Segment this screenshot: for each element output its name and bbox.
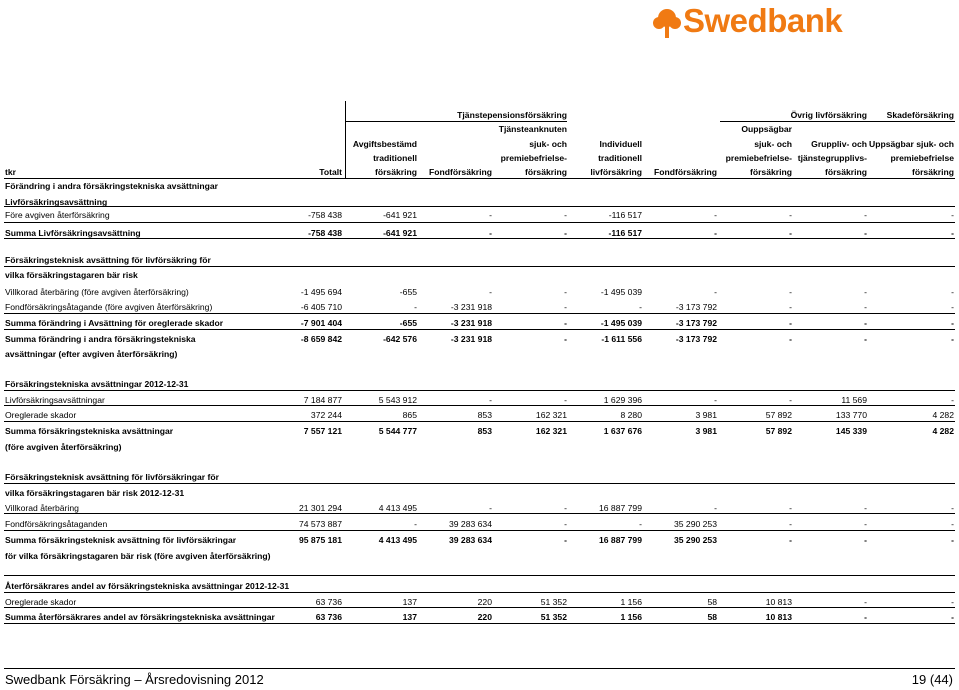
table-cell: - [414, 519, 417, 529]
row-label: för vilka försäkringstagaren bär risk (före avgiven återförsäkring) [5, 551, 271, 561]
table-cell: - [789, 503, 792, 513]
table-cell: 57 892 [765, 426, 792, 436]
column-header: Individuell [599, 139, 642, 149]
row-label: Summa förändring i andra försäkringstekniska [5, 334, 196, 344]
table-cell: - [789, 210, 792, 220]
row-rule [4, 405, 955, 406]
table-cell: - [864, 228, 867, 238]
row-label: Livförsäkringsavsättning [5, 197, 108, 207]
table-cell: - [564, 318, 567, 328]
table-cell: -655 [399, 287, 417, 297]
table-cell: 7 184 877 [303, 395, 342, 405]
column-header: försäkring [374, 167, 417, 177]
row-rule [4, 513, 955, 514]
table-cell: - [789, 318, 792, 328]
column-header: premiebefrielse [890, 153, 954, 163]
table-cell: - [564, 503, 567, 513]
row-label: Villkorad återbäring [5, 503, 79, 513]
row-rule [4, 329, 955, 330]
table-cell: 39 283 634 [448, 535, 492, 545]
row-label: (före avgiven återförsäkring) [5, 442, 122, 452]
header-rule [720, 121, 955, 122]
table-cell: - [951, 597, 954, 607]
column-header: tjänstegrupplivs- [797, 153, 867, 163]
table-cell: - [951, 210, 954, 220]
table-cell: - [489, 395, 492, 405]
row-label: vilka försäkringstagaren bär risk [5, 270, 138, 280]
table-cell: 4 413 495 [378, 535, 417, 545]
column-header: traditionell [598, 153, 642, 163]
table-cell: - [714, 210, 717, 220]
row-label: Återförsäkrares andel av försäkringstekniska avsättningar 2012-12-31 [5, 581, 290, 591]
column-header: försäkring [824, 167, 867, 177]
table-cell: 16 887 799 [598, 535, 642, 545]
column-header: sjuk- och [754, 139, 792, 149]
table-cell: - [864, 302, 867, 312]
row-label: Summa försäkringstekniska avsättningar [5, 426, 174, 436]
table-cell: - [864, 210, 867, 220]
row-label: Före avgiven återförsäkring [5, 210, 110, 220]
table-cell: - [789, 228, 792, 238]
table-cell: 220 [477, 612, 492, 622]
table-cell: 35 290 253 [673, 519, 717, 529]
column-header: premiebefrielse- [725, 153, 792, 163]
row-rule [4, 222, 955, 223]
row-rule [4, 530, 955, 531]
table-cell: 3 981 [695, 426, 717, 436]
table-cell: - [564, 519, 567, 529]
table-cell: 57 892 [765, 410, 792, 420]
section-rule [4, 483, 955, 484]
table-cell: - [951, 287, 954, 297]
table-cell: - [489, 210, 492, 220]
table-cell: - [489, 228, 492, 238]
table-cell: - [714, 228, 717, 238]
table-cell: -7 901 404 [300, 318, 342, 328]
section-rule [4, 390, 955, 391]
table-cell: -6 405 710 [300, 302, 342, 312]
section-rule [4, 592, 955, 593]
column-header: Totalt [319, 167, 342, 177]
row-label: Förändring i andra försäkringstekniska avsättningar [5, 181, 218, 191]
table-cell: 4 282 [932, 410, 954, 420]
row-label: Oreglerade skador [5, 410, 77, 420]
table-cell: - [951, 302, 954, 312]
column-header: Fondförsäkring [653, 167, 717, 177]
table-cell: 51 352 [540, 597, 567, 607]
row-label: Summa försäkringsteknisk avsättning för livförsäkringar [5, 535, 237, 545]
swedbank-logo [650, 0, 959, 46]
group-header-tjp: Tjänstepensionsförsäkring [457, 110, 567, 120]
unit-label: tkr [5, 167, 16, 177]
table-cell: - [864, 519, 867, 529]
table-cell: 133 770 [835, 410, 867, 420]
table-cell: 145 339 [835, 426, 867, 436]
table-cell: 4 413 495 [378, 503, 417, 513]
table-cell: 7 557 121 [303, 426, 342, 436]
table-cell: 58 [707, 597, 717, 607]
table-cell: 853 [477, 426, 492, 436]
table-cell: - [864, 535, 867, 545]
table-cell: -8 659 842 [300, 334, 342, 344]
table-cell: - [789, 302, 792, 312]
table-cell: - [639, 519, 642, 529]
table-cell: 16 887 799 [598, 503, 642, 513]
table-cell: - [951, 228, 954, 238]
column-header: försäkring [749, 167, 792, 177]
table-cell: - [564, 228, 567, 238]
row-label: Försäkringsteknisk avsättning för livförsäkring för [5, 255, 211, 265]
table-cell: - [789, 535, 792, 545]
table-cell: 63 736 [315, 612, 342, 622]
table-cell: -116 517 [608, 228, 642, 238]
table-cell: 95 875 181 [298, 535, 342, 545]
table-cell: 10 813 [765, 612, 792, 622]
row-label: Fondförsäkringsåtaganden [5, 519, 108, 529]
table-cell: -1 495 039 [600, 318, 642, 328]
table-cell: 8 280 [620, 410, 642, 420]
table-cell: - [714, 395, 717, 405]
table-cell: -1 495 694 [300, 287, 342, 297]
table-cell: 35 290 253 [673, 535, 717, 545]
logo-wordmark: Swedbank [683, 2, 843, 39]
table-cell: 4 282 [932, 426, 954, 436]
row-label: Oreglerade skador [5, 597, 77, 607]
table-cell: - [864, 597, 867, 607]
row-rule [4, 421, 955, 422]
table-cell: -655 [399, 318, 417, 328]
table-cell: - [714, 287, 717, 297]
column-header: Fondförsäkring [428, 167, 492, 177]
table-cell: -3 173 792 [675, 318, 717, 328]
row-label: Summa förändring i Avsättning för oreglerade skador [5, 318, 224, 328]
row-rule [4, 575, 955, 576]
table-cell: - [564, 535, 567, 545]
column-header: Avgiftsbestämd [352, 139, 417, 149]
table-cell: - [864, 287, 867, 297]
table-cell: -3 231 918 [450, 318, 492, 328]
table-cell: - [951, 503, 954, 513]
header-rule [345, 121, 567, 122]
table-cell: -3 173 792 [675, 302, 717, 312]
table-cell: 137 [402, 612, 417, 622]
table-cell: 372 244 [310, 410, 342, 420]
table-cell: - [639, 302, 642, 312]
table-cell: - [864, 503, 867, 513]
table-cell: - [951, 334, 954, 344]
table-cell: 3 981 [695, 410, 717, 420]
table-cell: 51 352 [540, 612, 567, 622]
row-label: Villkorad återbäring (före avgiven återförsäkring) [5, 287, 189, 297]
table-cell: -641 921 [383, 228, 417, 238]
table-cell: - [951, 395, 954, 405]
row-label: Summa återförsäkrares andel av försäkringstekniska avsättningar [5, 612, 275, 622]
row-label: Försäkringsteknisk avsättning för livförsäkringar för [5, 472, 219, 482]
table-cell: 162 321 [535, 426, 567, 436]
row-rule [4, 238, 955, 239]
group-header-skade: Skadeförsäkring [886, 110, 954, 120]
table-cell: - [789, 334, 792, 344]
row-label: avsättningar (efter avgiven återförsäkring) [5, 349, 178, 359]
table-cell: 11 569 [841, 395, 867, 405]
table-cell: - [864, 334, 867, 344]
table-cell: - [951, 318, 954, 328]
row-rule [4, 623, 955, 624]
table-cell: - [864, 318, 867, 328]
table-cell: - [564, 287, 567, 297]
table-cell: -758 438 [308, 210, 342, 220]
table-cell: - [564, 210, 567, 220]
group-header-ovrig: Övrig livförsäkring [790, 110, 867, 120]
column-header: försäkring [911, 167, 954, 177]
column-header: livförsäkring [590, 167, 642, 177]
table-cell: -758 438 [308, 228, 342, 238]
table-cell: 5 543 912 [378, 395, 417, 405]
table-cell: 10 813 [765, 597, 792, 607]
column-header: Uppsägbar sjuk- och [869, 139, 954, 149]
row-label: vilka försäkringstagaren bär risk 2012-12-31 [5, 488, 185, 498]
table-cell: - [714, 503, 717, 513]
table-cell: -3 231 918 [450, 334, 492, 344]
table-cell: 865 [402, 410, 417, 420]
table-cell: 58 [707, 612, 717, 622]
column-header: försäkring [524, 167, 567, 177]
table-cell: - [564, 302, 567, 312]
page-number: 19 (44) [911, 672, 953, 687]
table-cell: 1 629 396 [603, 395, 642, 405]
oak-tree-icon [650, 6, 684, 42]
table-cell: 1 156 [620, 597, 642, 607]
table-cell: -642 576 [383, 334, 417, 344]
table-cell: - [564, 334, 567, 344]
table-cell: 63 736 [315, 597, 342, 607]
table-cell: - [864, 612, 867, 622]
row-rule [4, 313, 955, 314]
table-cell: -116 517 [608, 210, 642, 220]
table-cell: -3 231 918 [450, 302, 492, 312]
column-header: sjuk- och [529, 139, 567, 149]
column-header: Tjänsteanknuten [498, 124, 567, 134]
table-cell: 137 [402, 597, 417, 607]
table-cell: - [789, 287, 792, 297]
row-label: Livförsäkringsavsättningar [5, 395, 105, 405]
row-label: Summa Livförsäkringsavsättning [5, 228, 141, 238]
table-cell: -1 495 039 [600, 287, 642, 297]
table-cell: - [789, 395, 792, 405]
header-vrule [345, 101, 346, 179]
table-cell: 853 [477, 410, 492, 420]
table-cell: 1 637 676 [603, 426, 642, 436]
table-cell: - [489, 503, 492, 513]
column-header: Gruppliv- och [811, 139, 867, 149]
table-cell: - [564, 395, 567, 405]
footer-rule [4, 668, 955, 669]
table-cell: - [951, 519, 954, 529]
row-rule [4, 607, 955, 608]
row-label: Försäkringstekniska avsättningar 2012-12-31 [5, 379, 189, 389]
column-header: Ouppsägbar [741, 124, 792, 134]
table-cell: 162 321 [535, 410, 567, 420]
row-label: Fondförsäkringsåtagande (före avgiven återförsäkring) [5, 302, 213, 312]
table-cell: - [951, 612, 954, 622]
column-header: traditionell [373, 153, 417, 163]
table-cell: 74 573 887 [298, 519, 342, 529]
header-rule [4, 178, 955, 179]
column-header: premiebefrielse- [500, 153, 567, 163]
table-cell: 5 544 777 [378, 426, 417, 436]
table-cell: 21 301 294 [298, 503, 342, 513]
table-cell: - [489, 287, 492, 297]
table-cell: -3 173 792 [675, 334, 717, 344]
table-cell: 1 156 [620, 612, 642, 622]
table-cell: - [789, 519, 792, 529]
table-cell: -1 611 556 [601, 334, 642, 344]
table-cell: 220 [477, 597, 492, 607]
table-cell: - [951, 535, 954, 545]
section-rule [4, 206, 955, 207]
footer-title: Swedbank Försäkring – Årsredovisning 2012 [5, 672, 264, 687]
table-cell: 39 283 634 [448, 519, 492, 529]
table-cell: -641 921 [383, 210, 417, 220]
section-rule [4, 266, 955, 267]
table-cell: - [414, 302, 417, 312]
